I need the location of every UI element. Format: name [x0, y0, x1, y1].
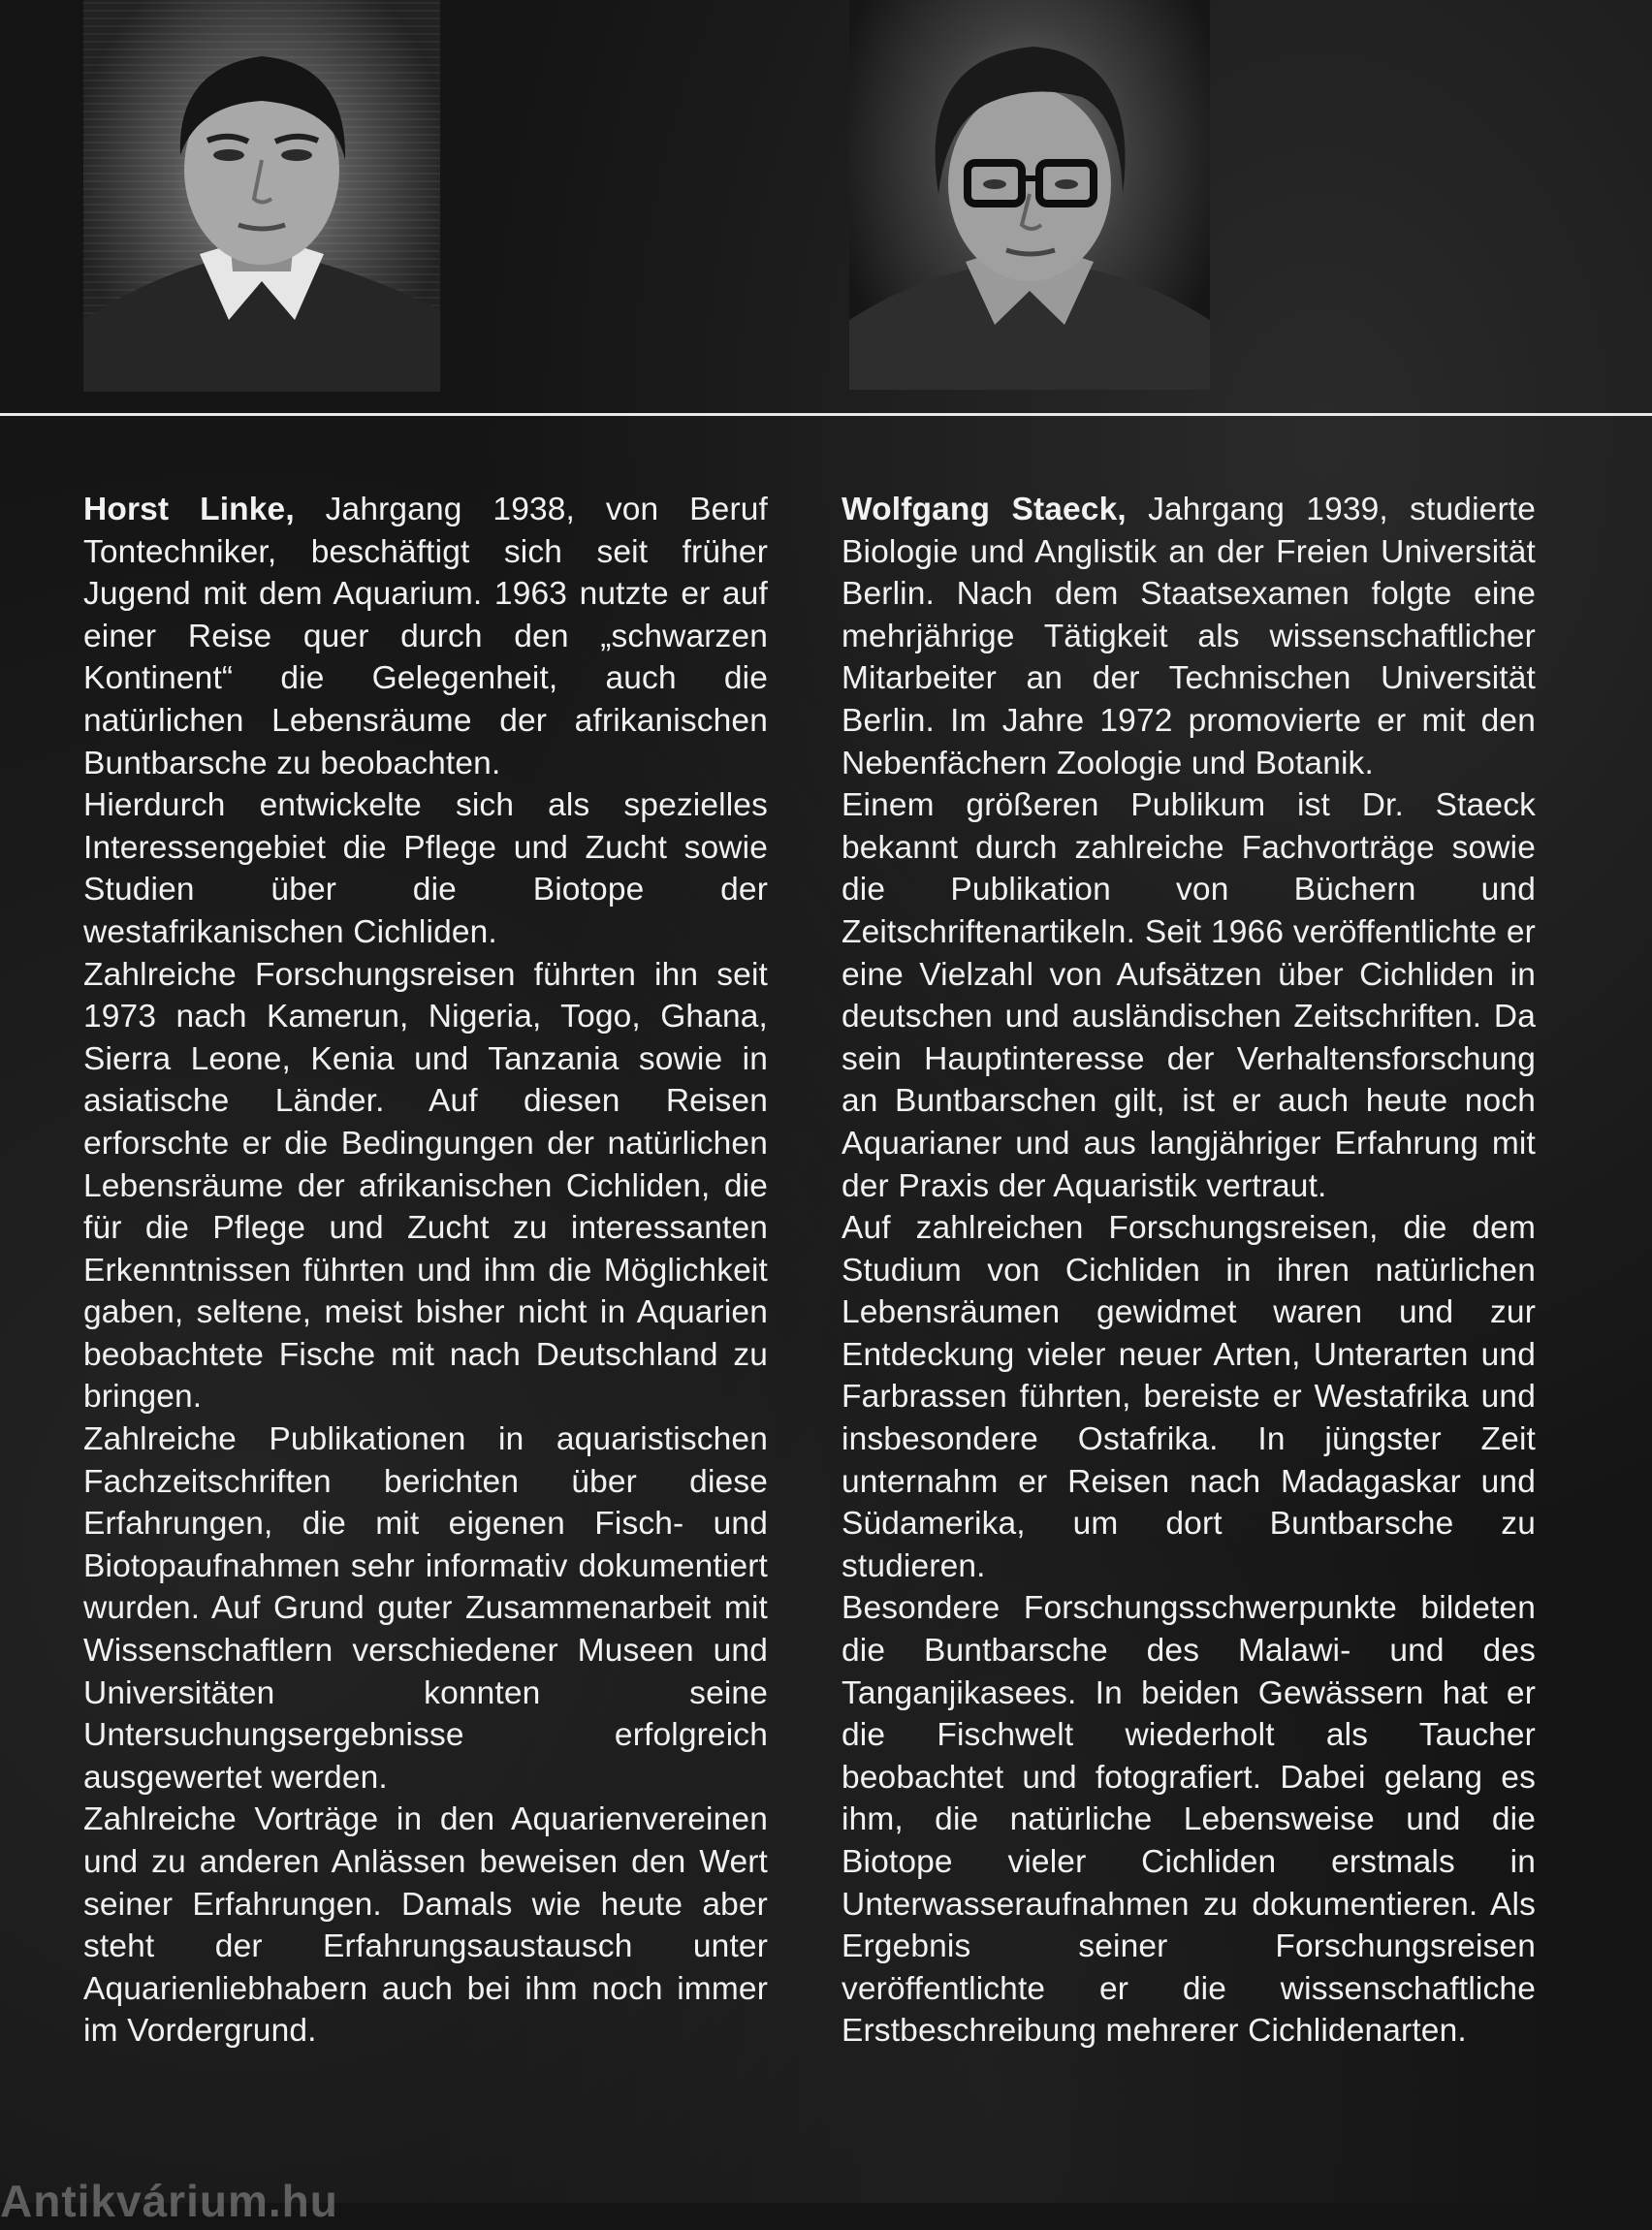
- watermark: Antikvárium.hu: [0, 2176, 338, 2226]
- biography-text: Jahrgang 1938, von Beruf Tontechniker, beschäftigt sich seit früher Jugend mit dem Aquarium. 1963 nutzte er auf einer Reise quer durch den „schwarzen Kontinent“ die Gelegenheit, auch die natürlichen Lebensräume der afrikanischen Buntbarsche zu beobachten.: [83, 492, 768, 781]
- biography-paragraph: Auf zahlreichen Forschungsreisen, die dem Studium von Cichliden in ihren natürlichen Lebensräumen gewidmet waren und zur Entdeckung vieler neuer Arten, Unterarten und Farbrassen führten, bereiste er Westafrika und insbesondere Ostafrika. In jüngster Zeit unternahm er Reisen nach Madagaskar und Südamerika, um dort Buntbarsche zu studieren.: [842, 1210, 1536, 1584]
- biography-paragraph: Zahlreiche Forschungsreisen führten ihn seit 1973 nach Kamerun, Nigeria, Togo, Ghana, Sierra Leone, Kenia und Tanzania sowie in asiatische Länder. Auf diesen Reisen erforschte er die Bedingungen der natürlichen Lebensräume der afrikanischen Cichliden, die für die Pflege und Zucht zu interessanten Erkenntnissen führten und ihm die Möglichkeit gaben, seltene, meist bisher nicht in Aquarien beobachtete Fische mit nach Deutschland zu bringen.: [83, 956, 768, 1416]
- biography-paragraph: Hierdurch entwickelte sich als spezielles Interessengebiet die Pflege und Zucht sowie Studien über die Biotope der westafrikanischen Cichliden.: [83, 787, 768, 950]
- biography-paragraph: Zahlreiche Vorträge in den Aquarienvereinen und zu anderen Anlässen beweisen den Wert seiner Erfahrungen. Damals wie heute aber steht der Erfahrungsaustausch unter Aquarienliebhabern auch bei ihm noch immer im Vordergrund.: [83, 1801, 768, 2050]
- horizontal-divider: [0, 413, 1652, 416]
- biography-paragraph: [83, 489, 768, 784]
- author-name: Horst Linke,: [83, 492, 295, 527]
- biography-wolfgang-staeck: [842, 489, 1536, 2053]
- author-name: Wolfgang Staeck,: [842, 492, 1127, 527]
- portrait-horst-linke: [83, 0, 440, 392]
- biography-horst-linke: [83, 489, 768, 2053]
- portrait-wolfgang-staeck: [849, 0, 1210, 390]
- portrait-horst-linke-illustration: [83, 0, 440, 392]
- biography-text: Jahrgang 1939, studierte Biologie und Anglistik an der Freien Universität Berlin. Nach dem Staatsexamen folgte eine mehrjährige Tätigkeit als wissenschaftlicher Mitarbeiter an der Technischen Universität Berlin. Im Jahre 1972 promovierte er mit den Nebenfächern Zoologie und Botanik.: [842, 492, 1536, 781]
- portrait-wolfgang-staeck-illustration: [849, 0, 1210, 390]
- biography-paragraph: Besondere Forschungsschwerpunkte bildeten die Buntbarsche des Malawi- und des Tanganjikasees. In beiden Gewässern hat er die Fischwelt wiederholt als Taucher beobachtet und fotografiert. Dabei gelang es ihm, die natürliche Lebensweise und die Biotope vieler Cichliden erstmals in Unterwasseraufnahmen zu dokumentieren. Als Ergebnis seiner Forschungsreisen veröffentlichte er die wissenschaftliche Erstbeschreibung mehrerer Cichlidenarten.: [842, 1590, 1536, 2050]
- biography-paragraph: Einem größeren Publikum ist Dr. Staeck bekannt durch zahlreiche Fachvorträge sowie die Publikation von Büchern und Zeitschriftenartikeln. Seit 1966 veröffentlichte er eine Vielzahl von Aufsätzen über Cichliden in deutschen und ausländischen Zeitschriften. Da sein Hauptinteresse der Verhaltensforschung an Buntbarschen gilt, ist er auch heute noch Aquarianer und aus langjähriger Erfahrung mit der Praxis der Aquaristik vertraut.: [842, 787, 1536, 1204]
- biography-paragraph: Zahlreiche Publikationen in aquaristischen Fachzeitschriften berichten über diese Erfahrungen, die mit eigenen Fisch- und Biotopaufnahmen sehr informativ dokumentiert wurden. Auf Grund guter Zusammenarbeit mit Wissenschaftlern verschiedener Museen und Universitäten konnten seine Untersuchungsergebnisse erfolgreich ausgewertet werden.: [83, 1421, 768, 1796]
- biography-paragraph: [842, 489, 1536, 784]
